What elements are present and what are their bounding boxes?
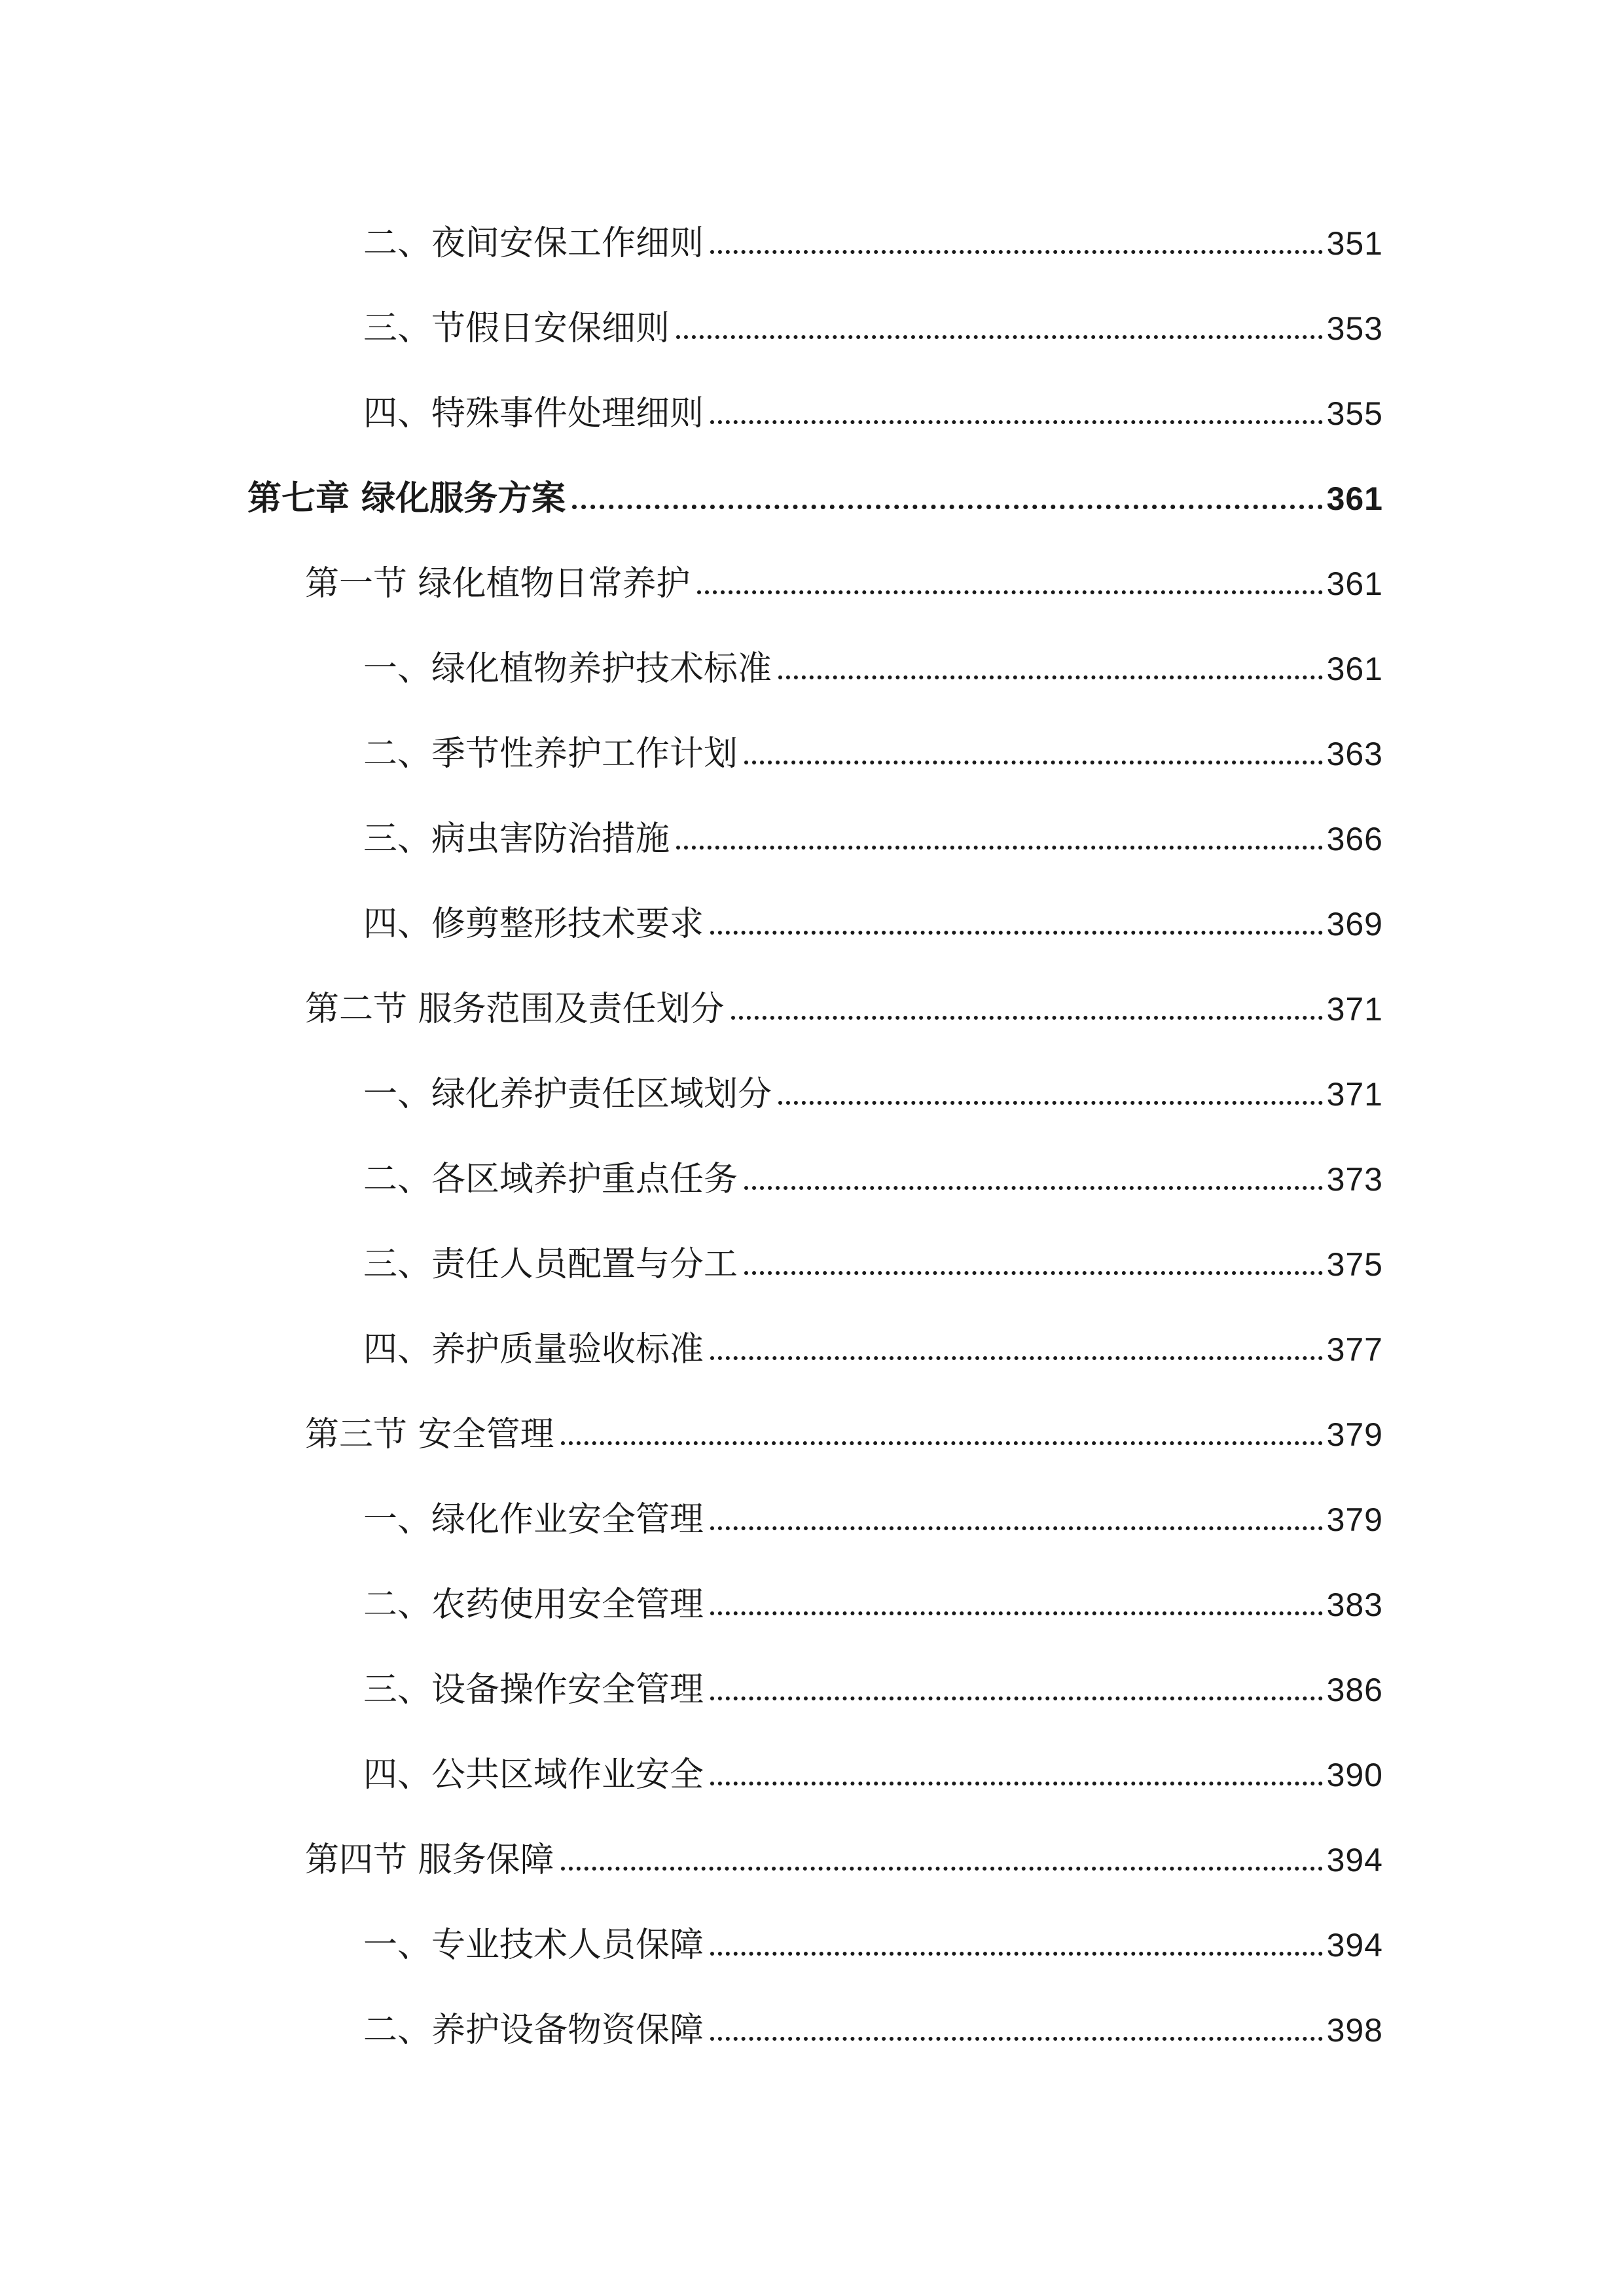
toc-dot-leader bbox=[561, 1441, 1323, 1445]
toc-entry-title: 一、专业技术人员保障 bbox=[363, 1926, 704, 1965]
toc-dot-leader bbox=[778, 1101, 1323, 1105]
toc-page-number: 371 bbox=[1326, 991, 1383, 1028]
toc-dot-leader bbox=[731, 1016, 1323, 1020]
toc-dot-leader bbox=[744, 1271, 1323, 1275]
toc-page-number: 353 bbox=[1326, 310, 1383, 347]
toc-page-number: 366 bbox=[1326, 821, 1383, 857]
toc-dot-leader bbox=[710, 1526, 1323, 1530]
toc-page-number: 390 bbox=[1326, 1757, 1383, 1793]
toc-dot-leader bbox=[744, 1186, 1323, 1190]
toc-entry-title: 二、夜间安保工作细则 bbox=[363, 224, 704, 263]
toc-dot-leader bbox=[778, 675, 1323, 679]
toc-page-number: 361 bbox=[1326, 565, 1383, 602]
toc-page-number: 379 bbox=[1326, 1416, 1383, 1453]
toc-entry[interactable] bbox=[363, 636, 1383, 689]
toc-entry-title: 四、公共区域作业安全 bbox=[363, 1755, 704, 1795]
toc-entry-title: 四、特殊事件处理细则 bbox=[363, 394, 704, 433]
toc-dot-leader bbox=[676, 335, 1323, 339]
toc-entry-title: 四、养护质量验收标准 bbox=[363, 1330, 704, 1369]
toc-entry-title: 第三节 安全管理 bbox=[305, 1415, 554, 1454]
toc-entry[interactable] bbox=[363, 1232, 1383, 1284]
toc-entry-title: 二、农药使用安全管理 bbox=[363, 1585, 704, 1624]
toc-entry[interactable] bbox=[363, 806, 1383, 859]
toc-entry[interactable] bbox=[363, 1657, 1383, 1710]
toc-page-number: 375 bbox=[1326, 1246, 1383, 1283]
toc-dot-leader bbox=[710, 250, 1323, 254]
toc-page-number: 398 bbox=[1326, 2012, 1383, 2049]
toc-dot-leader bbox=[710, 2037, 1323, 2041]
toc-entry[interactable] bbox=[363, 891, 1383, 944]
toc-dot-leader bbox=[676, 846, 1323, 850]
toc-dot-leader bbox=[710, 1952, 1323, 1956]
toc-entry[interactable] bbox=[363, 1742, 1383, 1795]
toc-entry[interactable] bbox=[363, 296, 1383, 348]
toc-page-number: 377 bbox=[1326, 1331, 1383, 1368]
toc-section-entry[interactable] bbox=[305, 1827, 1383, 1880]
toc-entry-title: 一、绿化作业安全管理 bbox=[363, 1500, 704, 1539]
toc-entry-title: 三、责任人员配置与分工 bbox=[363, 1245, 738, 1284]
toc-dot-leader bbox=[572, 505, 1322, 509]
toc-page-number: 383 bbox=[1326, 1587, 1383, 1623]
toc-dot-leader bbox=[710, 1696, 1323, 1700]
toc-dot-leader bbox=[744, 761, 1323, 764]
toc-page-number: 379 bbox=[1326, 1501, 1383, 1538]
toc-page-number: 371 bbox=[1326, 1076, 1383, 1113]
toc-entry[interactable] bbox=[363, 1998, 1383, 2050]
toc-page-number: 373 bbox=[1326, 1161, 1383, 1198]
toc-entry-title: 第七章 绿化服务方案 bbox=[247, 478, 566, 518]
toc-entry-title: 一、绿化植物养护技术标准 bbox=[363, 649, 772, 689]
toc-section-entry[interactable] bbox=[305, 551, 1383, 603]
toc-entry[interactable] bbox=[363, 381, 1383, 433]
toc-dot-leader bbox=[710, 931, 1323, 935]
toc-entry-title: 第二节 服务范围及责任划分 bbox=[305, 990, 725, 1029]
toc-entry[interactable] bbox=[363, 1912, 1383, 1965]
toc-entry-title: 三、病虫害防治措施 bbox=[363, 819, 670, 859]
toc-dot-leader bbox=[710, 1611, 1323, 1615]
toc-entry-title: 二、养护设备物资保障 bbox=[363, 2011, 704, 2050]
toc-dot-leader bbox=[697, 590, 1323, 594]
toc-page-number: 394 bbox=[1326, 1927, 1383, 1964]
toc-chapter-entry[interactable] bbox=[247, 466, 1383, 518]
toc-dot-leader bbox=[710, 420, 1323, 424]
toc-page-number: 394 bbox=[1326, 1842, 1383, 1878]
toc-entry[interactable] bbox=[363, 721, 1383, 774]
toc-page-number: 351 bbox=[1326, 225, 1383, 262]
toc-entry[interactable] bbox=[363, 1317, 1383, 1369]
toc-entry[interactable] bbox=[363, 1487, 1383, 1539]
toc-page-number: 369 bbox=[1326, 906, 1383, 942]
toc-section-entry[interactable] bbox=[305, 977, 1383, 1029]
toc-entry[interactable] bbox=[363, 1062, 1383, 1114]
toc-page-number: 361 bbox=[1326, 480, 1383, 517]
toc-section-entry[interactable] bbox=[305, 1402, 1383, 1454]
toc-entry[interactable] bbox=[363, 1572, 1383, 1624]
toc-entry[interactable] bbox=[363, 211, 1383, 263]
toc-entry-title: 三、设备操作安全管理 bbox=[363, 1670, 704, 1710]
toc-dot-leader bbox=[710, 1782, 1323, 1785]
toc-dot-leader bbox=[561, 1867, 1323, 1871]
toc-entry-title: 三、节假日安保细则 bbox=[363, 309, 670, 348]
toc-entry-title: 二、各区域养护重点任务 bbox=[363, 1160, 738, 1199]
toc-entry-title: 二、季节性养护工作计划 bbox=[363, 734, 738, 774]
toc-page-number: 361 bbox=[1326, 651, 1383, 687]
toc-dot-leader bbox=[710, 1356, 1323, 1360]
toc-entry[interactable] bbox=[363, 1147, 1383, 1199]
toc-page-number: 355 bbox=[1326, 395, 1383, 432]
toc-page-number: 386 bbox=[1326, 1672, 1383, 1708]
toc-entry-title: 第四节 服务保障 bbox=[305, 1840, 554, 1880]
toc-entry-title: 四、修剪整形技术要求 bbox=[363, 905, 704, 944]
toc-entry-title: 第一节 绿化植物日常养护 bbox=[305, 564, 691, 603]
toc-entry-title: 一、绿化养护责任区域划分 bbox=[363, 1075, 772, 1114]
toc-page-number: 363 bbox=[1326, 736, 1383, 772]
